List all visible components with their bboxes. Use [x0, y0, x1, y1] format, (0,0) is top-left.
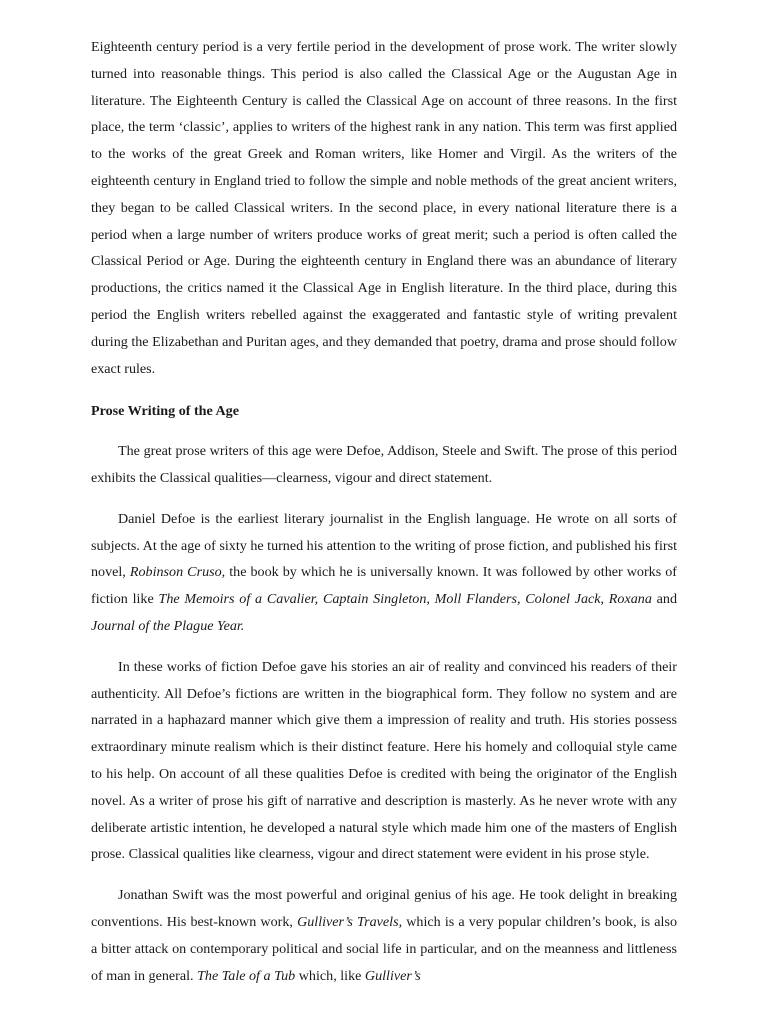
title-defoe-works: The Memoirs of a Cavalier, Captain Singleton, Moll Flanders, Colonel Jack, Roxana [158, 591, 652, 608]
paragraph-defoe-fiction: In these works of fiction Defoe gave his stories an air of reality and convinced his readers of their authenticity. All Defoe’s fictions are written in the biographical form. They follow no system and are narrated in a haphazard manner which give them a impression of reality and truth. His stories possess extraordinary minute realism which is their distinct feature. Here his homely and colloquial style came to his help. On account of all these qualities Defoe is credited with being the originator of the English novel. As a writer of prose his gift of narrative and description is masterly. As he never wrote with any deliberate artistic intention, he developed a natural style which made him one of the masters of English prose. Classical qualities like clearness, vigour and direct statement were evident in his prose style. [91, 658, 677, 863]
text-run: which is a very popular children’s book, is also a bitter attack on contemporary political and social life in particular, and on the meanness and littleness of man in general. [91, 913, 678, 984]
text-run: the book by which he is universally known. It was followed by other works of fiction like [91, 564, 677, 608]
text-run: which, like [295, 967, 365, 984]
title-robinson-cruso: Robinson Cruso, [129, 564, 226, 581]
title-plague-year: Journal of the Plague Year. [91, 617, 245, 634]
text-run: Daniel Defoe is the earliest literary journalist in the English language. He wrote on all sorts of subjects. At the age of sixty he turned his attention to the writing of prose fiction, and published his first novel, [91, 510, 677, 581]
intro-paragraph: Eighteenth century period is a very fertile period in the development of prose work. The writer slowly turned into reasonable things. This period is also called the Classical Age or the Augustan Age in literature. The Eighteenth Century is called the Classical Age on account of three reasons. In the first place, the term ‘classic’, applies to writers of the highest rank in any nation. This term was first applied to the works of the great Greek and Roman writers, like Homer and Virgil. As the writers of the eighteenth century in England tried to follow the simple and noble methods of the great ancient writers, they began to be called Classical writers. In the second place, in every national literature there is a period when a large number of writers produce works of great merit; such a period is often called the Classical Period or Age. During the eighteenth century in England there was an abundance of literary productions, the critics named it the Classical Age in English literature. In the third place, during this period the English writers rebelled against the exaggerated and fantastic style of writing prevalent during the Elizabethan and Puritan ages, and they demanded that poetry, drama and prose should follow exact rules. [91, 39, 677, 377]
paragraph-prose-writers: The great prose writers of this age were Defoe, Addison, Steele and Swift. The prose of this period exhibits the Classical qualities—clearness, vigour and direct statement. [91, 443, 677, 486]
title-gullivers-travels: Gulliver’s Travels, [297, 913, 403, 930]
text-run: and [651, 591, 678, 608]
title-gullivers: Gulliver’s [364, 967, 421, 984]
section-heading: Prose Writing of the Age [91, 403, 239, 420]
paragraph-defoe [91, 506, 677, 640]
text-run: Jonathan Swift was the most powerful and original genius of his age. He took delight in breaking conventions. His best-known work, [91, 887, 677, 930]
paragraph-swift [91, 882, 677, 989]
title-tale-of-a-tub: The Tale of a Tub [197, 967, 296, 984]
